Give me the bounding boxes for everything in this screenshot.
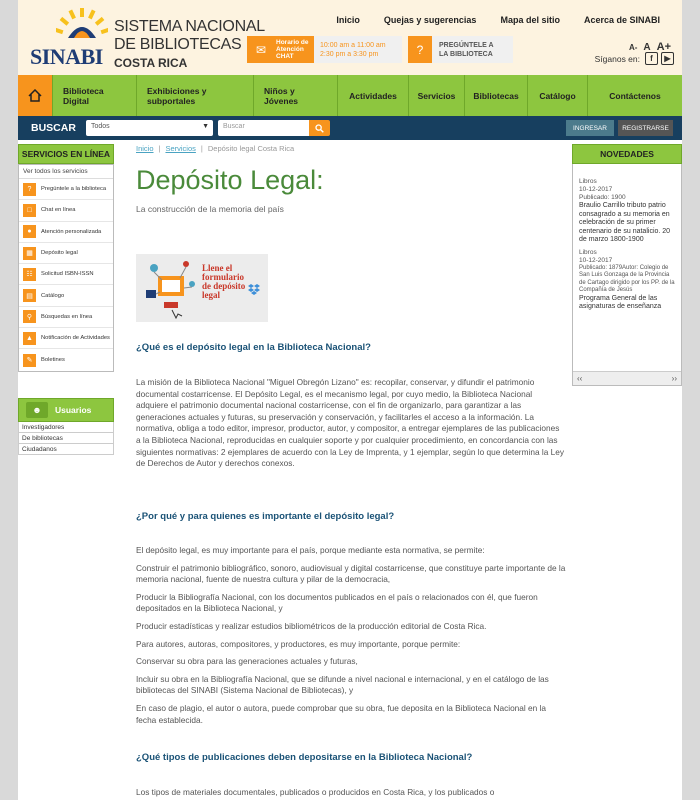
newsletter-icon: ✎ — [23, 354, 36, 367]
service-item-catalogo[interactable] — [19, 285, 113, 306]
news-item[interactable] — [579, 178, 675, 245]
social-links — [595, 52, 674, 65]
service-item-label: Notificación de Actividades — [41, 335, 110, 342]
service-item-label: Catálogo — [41, 292, 65, 299]
service-item-atencion[interactable] — [19, 222, 113, 243]
font-increase-button[interactable]: A+ — [656, 41, 671, 53]
youtube-icon[interactable]: ▶ — [661, 52, 674, 65]
topnav-quejas[interactable]: Quejas y sugerencias — [383, 15, 477, 25]
page-title: Depósito Legal: — [136, 165, 324, 195]
service-item-label: Boletines — [41, 357, 65, 364]
form-illustration-icon — [136, 254, 202, 322]
news-published: Publicado: 1900 — [579, 194, 626, 201]
site-header — [18, 0, 682, 75]
users-title: Usuarios — [55, 405, 92, 415]
search-icon: ⚲ — [23, 310, 36, 323]
section-heading: ¿Por qué y para quienes es importante el depósito legal? — [136, 511, 395, 522]
search-label: BUSCAR — [31, 122, 76, 134]
ask-label-2: LA BIBLIOTECA — [439, 50, 493, 58]
news-type: Libros — [579, 248, 597, 256]
section-paragraph: Producir la Bibliografía Nacional, con los documentos publicados en el país o relacionados con él, que fueron depositados en la Biblioteca Nacional, y — [136, 591, 538, 614]
sinabi-logo[interactable] — [26, 8, 126, 70]
banner-text — [202, 264, 245, 300]
title-line-1: SISTEMA NACIONAL — [114, 18, 265, 35]
breadcrumb: Inicio | Servicios | Depósito legal Costa Rica — [136, 144, 295, 153]
users-icon: ☻ — [26, 402, 48, 418]
users-item-investigadores[interactable]: Investigadores — [18, 422, 114, 433]
search-input[interactable]: Buscar — [218, 120, 309, 136]
facebook-icon[interactable]: f — [645, 52, 658, 65]
news-type: Libros — [579, 178, 597, 185]
nav-actividades[interactable]: Actividades — [337, 75, 408, 116]
online-services-title: SERVICIOS EN LÍNEA — [18, 144, 114, 164]
chat-hours-2: 2:30 pm a 3:30 pm — [320, 50, 379, 58]
chat-icon: ✉ — [247, 36, 275, 63]
all-services-link[interactable]: Ver todos los servicios — [19, 165, 113, 179]
font-decrease-button[interactable]: A- — [628, 43, 638, 52]
deposit-form-banner[interactable] — [136, 254, 268, 322]
topnav-acerca[interactable]: Acerca de SINABI — [583, 15, 660, 25]
dropbox-icon — [248, 284, 260, 295]
banner-line-2: formulario — [202, 272, 244, 282]
top-navigation — [336, 15, 660, 25]
section-paragraph: Incluir su obra en la Bibliografía Nacional, que se difunde a nivel nacional e internacional, y en el catálogo de las bibliotecas del SINABI (Sistema Nacional de Bibliotecas), y — [136, 673, 549, 696]
news-carousel-controls — [573, 371, 681, 385]
nav-exhibiciones[interactable]: Exhibiciones y subportales — [136, 75, 253, 116]
catalog-icon: ▤ — [23, 289, 36, 302]
nav-bibliotecas[interactable]: Bibliotecas — [464, 75, 527, 116]
follow-label: Síganos en: — [594, 53, 640, 64]
news-date: 10-12-2017 — [579, 256, 613, 264]
login-button[interactable]: INGRESAR — [566, 120, 614, 136]
news-item[interactable] — [579, 249, 675, 312]
home-button[interactable] — [18, 75, 52, 116]
service-item-label: Chat en línea — [41, 207, 76, 214]
users-item-ciudadanos[interactable]: Ciudadanos — [18, 444, 114, 455]
person-icon: ● — [23, 225, 36, 238]
news-item-title: Braulio Carrillo tributo patrio consagrado a su memoria en celebración de su primer centenario de su natalicio. 20 de marzo 1800-1900 — [579, 202, 671, 243]
section-paragraph: Construir el patrimonio bibliográfico, sonoro, audiovisual y digital costarricense, que constituye parte importante de la memoria nacional, fuente de nuestra cultura y pilar de la democracia, — [136, 562, 566, 585]
section-paragraph: Conservar su obra para las generaciones actuales y futuras, — [136, 656, 358, 667]
main-content — [136, 144, 566, 797]
users-header — [18, 398, 114, 422]
ask-label — [432, 41, 494, 59]
online-services-panel — [18, 144, 114, 372]
news-date: 10-12-2017 — [579, 186, 613, 193]
section-what — [136, 342, 566, 470]
search-scope-value: Todos — [91, 123, 110, 130]
nav-catalogo[interactable]: Catálogo — [527, 75, 587, 116]
section-paragraph: El depósito legal, es muy importante para el país, porque mediante esta normativa, se permite: — [136, 545, 485, 555]
service-item-label: Atención personalizada — [41, 228, 102, 235]
news-next-button[interactable]: ›› — [671, 374, 677, 383]
users-item-bibliotecas[interactable]: De bibliotecas — [18, 433, 114, 444]
section-heading: ¿Qué tipos de publicaciones deben depositarse en la Biblioteca Nacional? — [136, 752, 473, 763]
section-paragraph: En caso de plagio, el autor o autora, puede comprobar que su obra, fue deposita en la Biblioteca Nacional en la fecha establecida. — [136, 702, 547, 725]
service-item-label: Búsquedas en línea — [41, 313, 93, 320]
service-item-notificacion[interactable] — [19, 328, 113, 349]
section-why — [136, 511, 566, 726]
banner-line-3: de depósito — [202, 281, 246, 291]
news-prev-button[interactable]: ‹‹ — [577, 374, 583, 383]
section-paragraph: La misión de la Biblioteca Nacional "Miguel Obregón Lizano" es: recopilar, conservar, y difundir el patrimonio documental costarricense. El Depósito Legal, es el mecanismo legal, por cuyo medio, la Biblioteca Nacional adquiere el patrimonio documental nacional costarricense, con el fin de organizarlo, para garantizar a las generaciones actuales y futuras, su preservación y conservación, y facilitarles el acceso a la información. La normativa, obliga a todo editor, impresor, productor, autor, y compositor, a entregar ejemplares de las publicaciones a la Biblioteca Nacional, reproducidas en cualquier soporte y por cualquier procedimiento, en concordancia con las siguientes normativas: 2 ejemplares de acuerdo con la Ley de Imprenta, y 1 ejemplar, según lo que determina la Ley de Derechos de Autor y derechos conexos. — [136, 377, 564, 469]
news-published: Publicado: 1879Autor: Colegio de San Luis Gonzaga de la Provincia de Cartago dirigido por los PP. de la Compañía de Jesús — [579, 264, 675, 293]
search-button[interactable] — [309, 120, 330, 136]
chat-hours — [314, 41, 386, 59]
nav-contactenos[interactable]: Contáctenos — [587, 75, 682, 116]
search-icon — [315, 124, 324, 133]
service-item-label: Pregúntele a la biblioteca — [41, 186, 107, 193]
service-item-chat[interactable] — [19, 200, 113, 221]
online-services-list — [18, 164, 114, 372]
chat-hours-box[interactable] — [247, 36, 402, 63]
breadcrumb-servicios[interactable]: Servicios — [165, 144, 196, 153]
title-line-3: COSTA RICA — [114, 56, 188, 70]
search-scope-select[interactable] — [86, 120, 213, 136]
service-item-preguntele[interactable] — [19, 179, 113, 200]
section-paragraph: Producir estadísticas y realizar estudios bibliométricos de la producción editorial de Costa Rica. — [136, 620, 487, 631]
service-item-busquedas[interactable] — [19, 307, 113, 328]
topnav-mapa[interactable]: Mapa del sitio — [500, 15, 560, 25]
nav-servicios[interactable]: Servicios — [408, 75, 464, 116]
question-icon: ? — [23, 183, 36, 196]
section-types — [136, 752, 566, 799]
service-item-isbn[interactable] — [19, 264, 113, 285]
logo-text: SINABI — [30, 44, 103, 69]
ask-library-button[interactable] — [408, 36, 513, 63]
home-icon — [28, 89, 42, 102]
sun-logo-icon — [56, 8, 108, 38]
page-subtitle: La construcción de la memoria del país — [136, 204, 284, 214]
news-item-title: Programa General de las asignaturas de enseñanza — [579, 294, 662, 310]
title-line-2: DE BIBLIOTECAS — [114, 36, 242, 53]
banner-line-4: legal — [202, 290, 220, 300]
breadcrumb-current: Depósito legal Costa Rica — [207, 144, 295, 153]
users-panel — [18, 398, 114, 455]
nav-biblioteca-digital[interactable]: Biblioteca Digital — [52, 75, 136, 116]
breadcrumb-inicio[interactable]: Inicio — [136, 144, 154, 153]
chat-icon: □ — [23, 204, 36, 217]
service-item-label: Solicitud ISBN-ISSN — [41, 271, 94, 278]
news-list — [572, 164, 682, 386]
section-heading: ¿Qué es el depósito legal en la Biblioteca Nacional? — [136, 342, 371, 353]
barcode-icon: ☷ — [23, 268, 36, 281]
main-navigation — [18, 75, 682, 116]
question-icon: ? — [408, 36, 432, 63]
news-title: NOVEDADES — [572, 144, 682, 164]
section-paragraph: Para autores, autoras, compositores, y productores, es muy importante, porque permite: — [136, 638, 461, 649]
register-button[interactable]: REGISTRARSE — [618, 120, 673, 136]
banner-line-1: Llene el — [202, 263, 233, 273]
service-item-deposito[interactable] — [19, 243, 113, 264]
chat-label: Horario de Atención CHAT — [274, 36, 314, 63]
search-bar — [18, 116, 682, 140]
font-normal-button[interactable]: A — [643, 42, 651, 53]
site-title — [114, 18, 265, 72]
document-icon: ▦ — [23, 247, 36, 260]
topnav-inicio[interactable]: Inicio — [336, 15, 360, 25]
nav-ninos-jovenes[interactable]: Niños y Jóvenes — [253, 75, 337, 116]
section-paragraph: Los tipos de materiales documentales, publicados o producidos en Costa Rica, y los publicados o — [136, 787, 495, 797]
ask-label-1: PREGÚNTELE A — [439, 41, 494, 49]
chevron-down-icon: ▼ — [202, 123, 209, 130]
service-item-boletines[interactable] — [19, 349, 113, 370]
bell-icon: ▲ — [23, 332, 36, 345]
service-item-label: Depósito legal — [41, 250, 78, 257]
news-panel — [572, 144, 682, 386]
chat-hours-1: 10:00 am a 11:00 am — [320, 41, 386, 49]
